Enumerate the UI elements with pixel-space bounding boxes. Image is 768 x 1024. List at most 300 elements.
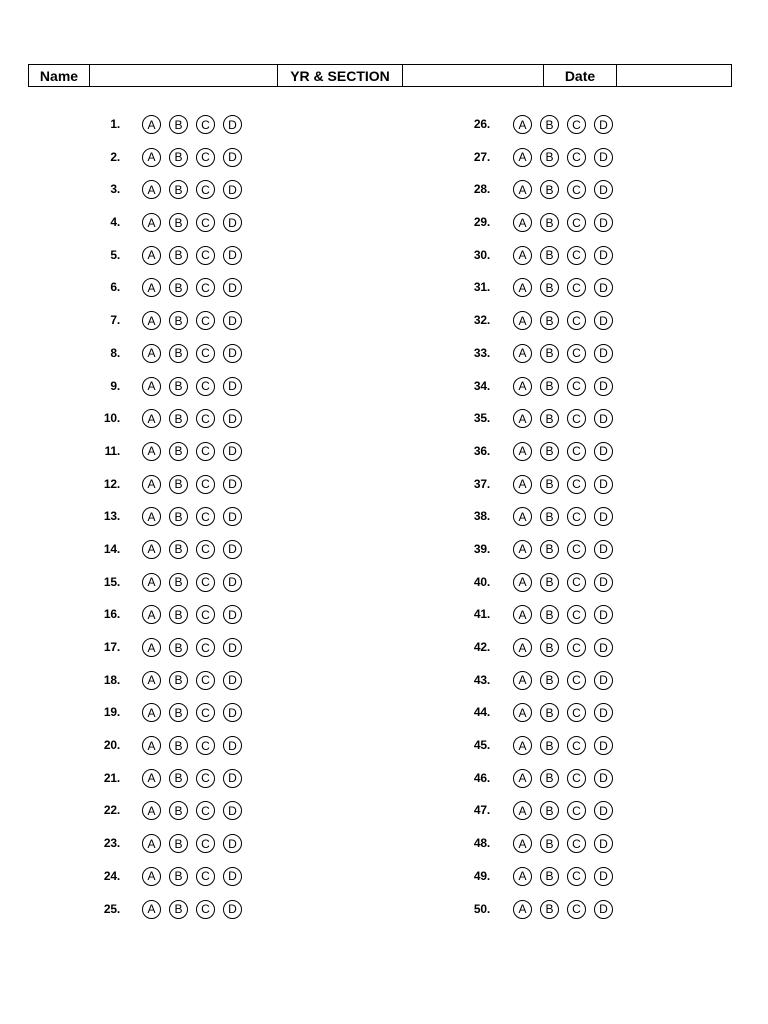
answer-bubble-c[interactable]: C [567,867,586,886]
answer-bubble-b[interactable]: B [540,180,559,199]
answer-bubble-d[interactable]: D [223,246,242,265]
answer-bubble-c[interactable]: C [567,769,586,788]
answer-bubble-a[interactable]: A [513,180,532,199]
answer-bubble-c[interactable]: C [567,638,586,657]
answer-bubble-b[interactable]: B [169,769,188,788]
question-number: 50. [473,901,490,916]
answer-bubble-c[interactable]: C [567,409,586,428]
answer-bubble-b[interactable]: B [540,377,559,396]
question-row [458,763,758,796]
answer-bubble-d[interactable]: D [594,867,613,886]
question-number: 9. [110,378,120,393]
answer-bubble-c[interactable]: C [567,442,586,461]
question-row [90,828,390,861]
answer-bubble-c[interactable]: C [196,115,215,134]
question-row [458,207,758,240]
answer-bubble-b[interactable]: B [169,213,188,232]
answer-bubble-d[interactable]: D [594,213,613,232]
answer-bubble-d[interactable]: D [223,475,242,494]
answer-bubble-c[interactable]: C [196,834,215,853]
answer-bubble-c[interactable]: C [196,769,215,788]
question-number: 20. [103,738,120,753]
answer-bubble-d[interactable]: D [594,409,613,428]
answer-bubble-c[interactable]: C [567,246,586,265]
answer-bubble-b[interactable]: B [169,442,188,461]
answer-bubble-d[interactable]: D [223,834,242,853]
answer-bubble-c[interactable]: C [196,638,215,657]
answer-bubble-a[interactable]: A [513,475,532,494]
answer-bubble-b[interactable]: B [540,769,559,788]
answer-bubbles [142,409,242,428]
answer-bubble-d[interactable]: D [223,769,242,788]
question-row [458,795,758,828]
answer-bubble-a[interactable]: A [513,769,532,788]
answer-bubble-c[interactable]: C [196,540,215,559]
question-number: 3. [110,182,120,197]
answer-bubble-c[interactable]: C [196,148,215,167]
answer-bubble-b[interactable]: B [169,703,188,722]
answer-bubble-b[interactable]: B [540,442,559,461]
answer-bubble-a[interactable]: A [142,507,161,526]
answer-bubble-b[interactable]: B [540,605,559,624]
answer-bubble-c[interactable]: C [567,703,586,722]
answer-bubble-a[interactable]: A [513,736,532,755]
answer-bubbles [513,801,613,820]
answer-bubble-d[interactable]: D [594,834,613,853]
answer-bubble-d[interactable]: D [594,671,613,690]
answer-bubble-a[interactable]: A [513,213,532,232]
answer-bubble-c[interactable]: C [196,278,215,297]
student-info-table [28,64,732,87]
answer-bubble-c[interactable]: C [196,801,215,820]
answer-bubble-c[interactable]: C [567,801,586,820]
answer-bubble-c[interactable]: C [567,377,586,396]
answer-bubble-d[interactable]: D [594,148,613,167]
answer-bubble-b[interactable]: B [169,867,188,886]
answer-bubble-a[interactable]: A [513,900,532,919]
answer-bubbles [142,540,242,559]
answer-bubble-a[interactable]: A [142,246,161,265]
answer-bubble-a[interactable]: A [142,801,161,820]
question-number: 34. [473,378,490,393]
answer-bubble-d[interactable]: D [594,115,613,134]
answer-bubble-d[interactable]: D [594,507,613,526]
date-field[interactable] [617,65,732,87]
answer-bubble-c[interactable]: C [567,148,586,167]
answer-bubble-a[interactable]: A [142,703,161,722]
question-number: 15. [103,574,120,589]
answer-bubble-d[interactable]: D [594,475,613,494]
answer-bubbles [513,638,613,657]
answer-bubble-a[interactable]: A [513,801,532,820]
answer-bubble-b[interactable]: B [540,148,559,167]
answer-bubbles [142,867,242,886]
question-number: 22. [103,803,120,818]
answer-bubble-a[interactable]: A [513,115,532,134]
question-row [90,436,390,469]
answer-bubble-b[interactable]: B [169,671,188,690]
question-row [458,371,758,404]
answer-bubble-d[interactable]: D [594,736,613,755]
answer-bubble-a[interactable]: A [142,442,161,461]
answer-bubble-c[interactable]: C [567,475,586,494]
question-row [90,795,390,828]
yr-section-label: YR & SECTION [278,65,403,87]
answer-bubble-d[interactable]: D [594,540,613,559]
answer-bubbles [513,148,613,167]
answer-bubbles [142,278,242,297]
answer-bubble-b[interactable]: B [169,605,188,624]
answer-bubble-b[interactable]: B [540,246,559,265]
answer-bubble-a[interactable]: A [513,507,532,526]
answer-bubble-d[interactable]: D [223,867,242,886]
answer-bubble-b[interactable]: B [169,115,188,134]
answer-bubble-c[interactable]: C [567,278,586,297]
question-row [90,730,390,763]
question-row [90,894,390,927]
answer-bubble-d[interactable]: D [594,442,613,461]
question-row [458,567,758,600]
answer-bubble-b[interactable]: B [169,377,188,396]
answer-bubble-a[interactable]: A [142,638,161,657]
question-row [458,730,758,763]
answer-bubble-d[interactable]: D [223,801,242,820]
answer-bubble-d[interactable]: D [223,703,242,722]
answer-bubble-b[interactable]: B [169,475,188,494]
answer-bubble-d[interactable]: D [594,703,613,722]
answer-bubble-b[interactable]: B [169,278,188,297]
answer-bubble-d[interactable]: D [223,148,242,167]
question-row [90,632,390,665]
answer-bubble-a[interactable]: A [142,540,161,559]
answer-bubble-d[interactable]: D [223,278,242,297]
answer-bubble-d[interactable]: D [223,377,242,396]
answer-bubble-d[interactable]: D [594,246,613,265]
question-row [458,861,758,894]
answer-bubble-d[interactable]: D [594,638,613,657]
answer-bubbles [513,377,613,396]
answer-bubble-c[interactable]: C [567,311,586,330]
answer-bubble-b[interactable]: B [540,834,559,853]
answer-bubble-c[interactable]: C [567,605,586,624]
answer-bubble-c[interactable]: C [567,507,586,526]
answer-bubble-d[interactable]: D [594,377,613,396]
answer-bubble-a[interactable]: A [142,377,161,396]
answer-bubble-a[interactable]: A [513,540,532,559]
answer-bubble-d[interactable]: D [223,311,242,330]
answer-bubble-c[interactable]: C [196,409,215,428]
answer-bubble-a[interactable]: A [513,409,532,428]
answer-bubbles [513,213,613,232]
answer-bubble-b[interactable]: B [169,311,188,330]
answer-bubble-b[interactable]: B [540,311,559,330]
answer-bubble-d[interactable]: D [223,736,242,755]
answer-bubble-c[interactable]: C [567,115,586,134]
answer-bubble-a[interactable]: A [513,703,532,722]
answer-bubble-a[interactable]: A [142,834,161,853]
question-row [458,403,758,436]
answer-bubbles [513,736,613,755]
answer-bubble-b[interactable]: B [540,213,559,232]
answer-bubble-b[interactable]: B [540,573,559,592]
answer-bubble-b[interactable]: B [540,278,559,297]
date-label: Date [544,65,617,87]
answer-bubble-a[interactable]: A [142,278,161,297]
answer-bubble-b[interactable]: B [169,834,188,853]
question-number: 35. [473,411,490,426]
question-row [90,174,390,207]
question-row [458,534,758,567]
answer-bubbles [513,311,613,330]
answer-bubbles [142,801,242,820]
answer-bubble-c[interactable]: C [567,834,586,853]
answer-bubble-a[interactable]: A [142,671,161,690]
answer-bubble-a[interactable]: A [142,769,161,788]
answer-bubble-b[interactable]: B [169,540,188,559]
answer-bubble-c[interactable]: C [567,573,586,592]
answer-bubble-c[interactable]: C [196,475,215,494]
answer-bubble-b[interactable]: B [540,115,559,134]
question-number: 18. [103,672,120,687]
answer-bubble-b[interactable]: B [540,801,559,820]
question-number: 39. [473,541,490,556]
answer-bubbles [142,115,242,134]
name-field[interactable] [90,65,278,87]
answer-bubble-c[interactable]: C [196,867,215,886]
answer-bubbles [142,475,242,494]
answer-bubbles [513,115,613,134]
answer-bubble-c[interactable]: C [196,377,215,396]
question-number: 26. [473,117,490,131]
answer-bubble-b[interactable]: B [169,900,188,919]
answer-bubble-c[interactable]: C [567,900,586,919]
answer-bubbles [142,900,242,919]
answer-column-right [458,109,758,926]
question-row [458,436,758,469]
answer-bubble-a[interactable]: A [142,180,161,199]
answer-bubble-c[interactable]: C [567,736,586,755]
answer-bubble-a[interactable]: A [142,311,161,330]
answer-bubble-d[interactable]: D [594,278,613,297]
answer-bubble-d[interactable]: D [223,115,242,134]
answer-bubbles [513,867,613,886]
answer-column-left [90,109,390,926]
answer-bubble-c[interactable]: C [196,573,215,592]
answer-bubble-c[interactable]: C [196,344,215,363]
answer-bubbles [142,148,242,167]
question-row [90,109,390,142]
answer-bubble-b[interactable]: B [540,703,559,722]
answer-bubbles [513,605,613,624]
question-row [458,240,758,273]
answer-bubble-c[interactable]: C [196,180,215,199]
answer-bubble-c[interactable]: C [196,900,215,919]
answer-bubble-a[interactable]: A [142,573,161,592]
answer-bubble-a[interactable]: A [142,475,161,494]
question-number: 33. [473,345,490,360]
answer-bubble-d[interactable]: D [223,540,242,559]
answer-bubbles [513,573,613,592]
question-number: 13. [103,509,120,524]
answer-bubble-c[interactable]: C [196,671,215,690]
answer-bubble-a[interactable]: A [513,344,532,363]
answer-bubble-a[interactable]: A [142,409,161,428]
answer-bubble-b[interactable]: B [169,638,188,657]
answer-bubble-c[interactable]: C [196,605,215,624]
name-label: Name [29,65,90,87]
answer-bubble-b[interactable]: B [169,573,188,592]
answer-bubbles [142,769,242,788]
answer-bubble-d[interactable]: D [594,573,613,592]
answer-bubbles [142,703,242,722]
answer-bubble-d[interactable]: D [594,769,613,788]
question-row [90,403,390,436]
answer-bubble-b[interactable]: B [540,638,559,657]
answer-bubbles [513,703,613,722]
question-row [458,599,758,632]
answer-bubble-d[interactable]: D [223,409,242,428]
answer-bubble-d[interactable]: D [223,671,242,690]
answer-bubble-b[interactable]: B [540,507,559,526]
answer-bubble-c[interactable]: C [196,507,215,526]
answer-bubble-c[interactable]: C [196,213,215,232]
answer-bubble-c[interactable]: C [567,671,586,690]
question-row [458,305,758,338]
answer-bubble-a[interactable]: A [513,278,532,297]
yr-section-field[interactable] [403,65,544,87]
answer-bubble-a[interactable]: A [142,605,161,624]
answer-bubble-a[interactable]: A [513,442,532,461]
answer-bubble-c[interactable]: C [567,213,586,232]
question-row [90,599,390,632]
question-number: 7. [110,313,120,328]
question-row [458,469,758,502]
answer-bubbles [513,769,613,788]
question-row [90,534,390,567]
question-row [90,338,390,371]
answer-bubble-c[interactable]: C [196,736,215,755]
question-number: 16. [103,607,120,622]
question-number: 2. [110,149,120,164]
answer-bubble-b[interactable]: B [540,867,559,886]
answer-bubble-a[interactable]: A [142,736,161,755]
answer-bubble-a[interactable]: A [513,246,532,265]
question-row [90,567,390,600]
answer-bubble-b[interactable]: B [540,736,559,755]
answer-bubble-a[interactable]: A [142,115,161,134]
answer-bubble-c[interactable]: C [567,344,586,363]
answer-bubble-d[interactable]: D [223,344,242,363]
answer-bubble-a[interactable]: A [513,638,532,657]
answer-bubble-d[interactable]: D [223,638,242,657]
question-number: 6. [110,280,120,295]
answer-bubbles [142,213,242,232]
answer-bubble-a[interactable]: A [513,834,532,853]
question-number: 36. [473,443,490,458]
answer-bubble-d[interactable]: D [223,573,242,592]
answer-bubble-d[interactable]: D [223,213,242,232]
answer-bubbles [142,605,242,624]
answer-bubble-d[interactable]: D [223,507,242,526]
answer-bubble-a[interactable]: A [513,573,532,592]
answer-bubble-a[interactable]: A [142,148,161,167]
answer-bubble-a[interactable]: A [513,867,532,886]
answer-bubble-a[interactable]: A [142,900,161,919]
answer-bubble-d[interactable]: D [223,180,242,199]
answer-bubble-a[interactable]: A [142,344,161,363]
answer-bubble-a[interactable]: A [513,671,532,690]
question-number: 1. [110,117,120,131]
answer-bubble-b[interactable]: B [540,409,559,428]
answer-bubble-b[interactable]: B [169,736,188,755]
question-row [90,142,390,175]
answer-bubble-d[interactable]: D [594,311,613,330]
answer-bubble-b[interactable]: B [540,344,559,363]
answer-bubbles [513,246,613,265]
answer-bubble-d[interactable]: D [594,900,613,919]
question-number: 47. [473,803,490,818]
answer-bubble-a[interactable]: A [142,867,161,886]
question-row [90,469,390,502]
answer-bubble-d[interactable]: D [223,900,242,919]
answer-bubble-c[interactable]: C [196,311,215,330]
answer-bubble-a[interactable]: A [513,311,532,330]
answer-bubble-d[interactable]: D [594,605,613,624]
answer-bubbles [142,377,242,396]
question-row [90,763,390,796]
answer-bubble-b[interactable]: B [169,180,188,199]
question-number: 40. [473,574,490,589]
answer-bubble-c[interactable]: C [567,540,586,559]
answer-bubble-b[interactable]: B [169,409,188,428]
answer-bubble-c[interactable]: C [196,442,215,461]
answer-bubble-c[interactable]: C [196,703,215,722]
answer-bubble-a[interactable]: A [513,377,532,396]
question-row [90,240,390,273]
answer-bubble-d[interactable]: D [594,801,613,820]
question-number: 12. [103,476,120,491]
answer-bubbles [142,736,242,755]
answer-bubble-b[interactable]: B [540,671,559,690]
answer-bubble-b[interactable]: B [169,246,188,265]
answer-bubbles [142,671,242,690]
answer-bubble-b[interactable]: B [169,801,188,820]
answer-bubble-b[interactable]: B [169,507,188,526]
answer-bubble-b[interactable]: B [169,344,188,363]
answer-bubble-c[interactable]: C [567,180,586,199]
answer-bubble-b[interactable]: B [540,540,559,559]
question-number: 11. [104,443,120,458]
answer-bubble-d[interactable]: D [594,344,613,363]
answer-bubble-b[interactable]: B [169,148,188,167]
answer-bubble-d[interactable]: D [223,442,242,461]
answer-bubble-d[interactable]: D [223,605,242,624]
answer-bubble-b[interactable]: B [540,900,559,919]
question-number: 24. [103,868,120,883]
question-row [458,272,758,305]
question-number: 30. [473,247,490,262]
answer-bubble-d[interactable]: D [594,180,613,199]
answer-bubble-a[interactable]: A [513,605,532,624]
question-number: 44. [473,705,490,720]
answer-bubble-b[interactable]: B [540,475,559,494]
answer-bubble-a[interactable]: A [513,148,532,167]
answer-bubble-a[interactable]: A [142,213,161,232]
question-number: 42. [473,640,490,654]
question-row [90,207,390,240]
answer-bubble-c[interactable]: C [196,246,215,265]
answer-bubbles [513,278,613,297]
